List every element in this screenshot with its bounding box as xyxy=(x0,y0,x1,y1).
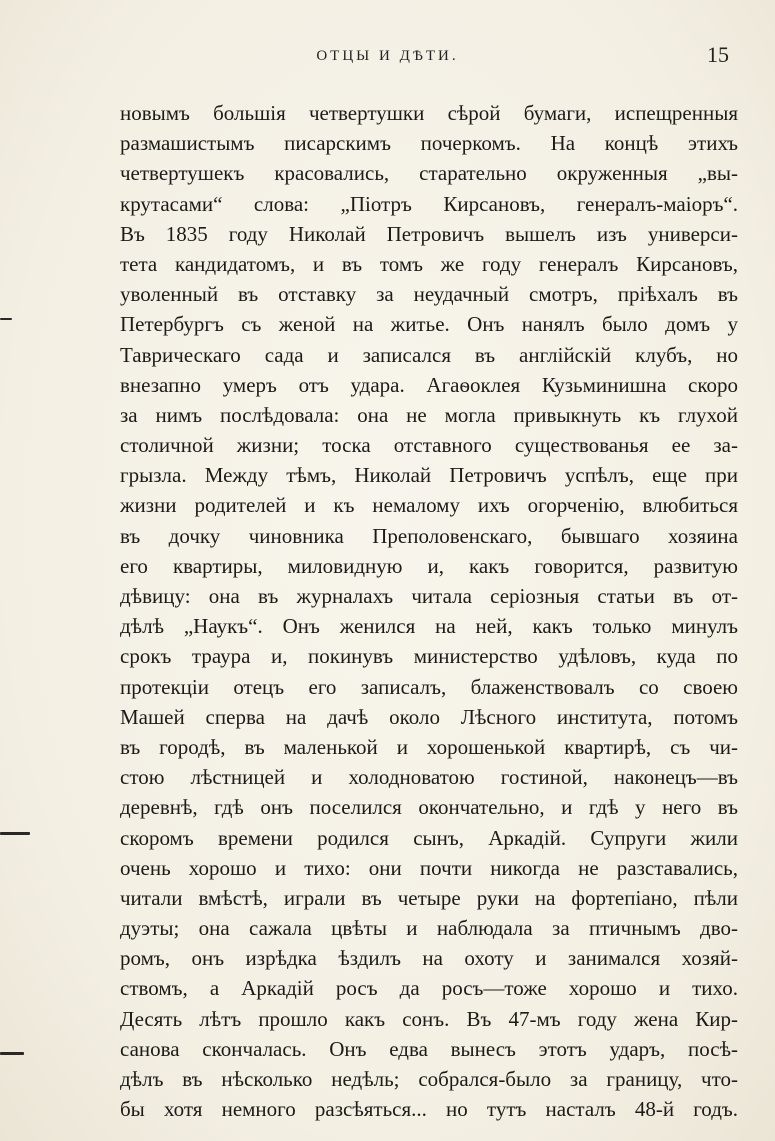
page-number: 15 xyxy=(707,42,729,67)
text-line: грызла. Между тѣмъ, Николай Петровичъ успѣлъ, еще при xyxy=(120,463,738,488)
text-line: Машей сперва на дачѣ около Лѣсного института, потомъ xyxy=(120,704,738,729)
text-line: столичной жизни; тоска отставного существованья ее за- xyxy=(120,433,738,458)
text-line: крутасами“ слова: „Піотръ Кирсановъ, генералъ-маіоръ“. xyxy=(120,191,738,216)
text-line: въ дочку чиновника Преполовенскаго, бывшаго хозяина xyxy=(120,523,738,548)
text-line: новымъ большія четвертушки сѣрой бумаги, испещренныя xyxy=(120,101,738,125)
text-line: санова скончалась. Онъ едва вынесъ этотъ ударъ, посѣ- xyxy=(120,1036,738,1061)
text-line: очень хорошо и тихо: они почти никогда не разставались, xyxy=(120,855,738,880)
text-line: протекціи отецъ его записалъ, блаженствовалъ со своею xyxy=(120,674,738,699)
text-line: тета кандидатомъ, и въ томъ же году генералъ Кирсановъ, xyxy=(120,251,738,276)
text-line: внезапно умеръ отъ удара. Агаѳоклея Кузьминишна скоро xyxy=(120,372,738,397)
text-line: дуэты; она сажала цвѣты и наблюдала за птичнымъ дво- xyxy=(120,916,738,941)
text-line: срокъ траура и, покинувъ министерство удѣловъ, куда по xyxy=(120,644,738,669)
text-line: дѣлъ въ нѣсколько недѣль; собрался-было за границу, что- xyxy=(120,1067,738,1091)
text-line: читали вмѣстѣ, играли въ четыре руки на фортепіано, пѣли xyxy=(120,885,738,910)
text-line: въ городѣ, въ маленькой и хорошенькой квартирѣ, съ чи- xyxy=(120,734,738,759)
margin-mark xyxy=(0,318,12,320)
text-line: ствомъ, а Аркадій росъ да росъ—тоже хорошо и тихо. xyxy=(120,976,738,1001)
text-line: дѣлѣ „Наукъ“. Онъ женился на ней, какъ только минулъ xyxy=(120,614,738,639)
margin-mark xyxy=(0,832,30,835)
margin-mark xyxy=(0,1052,24,1055)
text-line: Въ 1835 году Николай Петровичъ вышелъ изъ универси- xyxy=(120,221,738,246)
text-line: скоромъ времени родился сынъ, Аркадій. Супруги жили xyxy=(120,825,738,850)
text-line: Петербургъ съ женой на житье. Онъ нанялъ было домъ у xyxy=(120,312,738,337)
body-text xyxy=(120,98,738,1124)
text-line: Десять лѣтъ прошло какъ сонъ. Въ 47-мъ году жена Кир- xyxy=(120,1006,738,1031)
text-line: Таврическаго сада и записался въ англійскій клубъ, но xyxy=(120,342,738,367)
running-title: ОТЦЫ И ДѢТИ. xyxy=(316,48,459,64)
text-line: уволенный въ отставку за неудачный смотръ, пріѣхалъ въ xyxy=(120,282,738,307)
text-line: жизни родителей и къ немалому ихъ огорченію, влюбиться xyxy=(120,493,738,518)
text-line: стою лѣстницей и холодноватою гостиной, наконецъ—въ xyxy=(120,765,738,790)
text-line: бы хотя немного разсѣяться... но тутъ насталъ 48-й годъ. xyxy=(120,1097,738,1122)
text-line: размашистымъ писарскимъ почеркомъ. На концѣ этихъ xyxy=(120,131,738,156)
text-line: деревнѣ, гдѣ онъ поселился окончательно, и гдѣ у него въ xyxy=(120,795,738,820)
text-line: четвертушекъ красовались, старательно окруженныя „вы- xyxy=(120,161,738,186)
text-line: ромъ, онъ изрѣдка ѣздилъ на охоту и занимался хозяй- xyxy=(120,946,738,971)
text-line: его квартиры, миловидную и, какъ говорится, развитую xyxy=(120,553,738,578)
text-line: дѣвицу: она въ журналахъ читала серіозныя статьи въ от- xyxy=(120,584,738,608)
text-line: за нимъ послѣдовала: она не могла привыкнуть къ глухой xyxy=(120,402,738,427)
